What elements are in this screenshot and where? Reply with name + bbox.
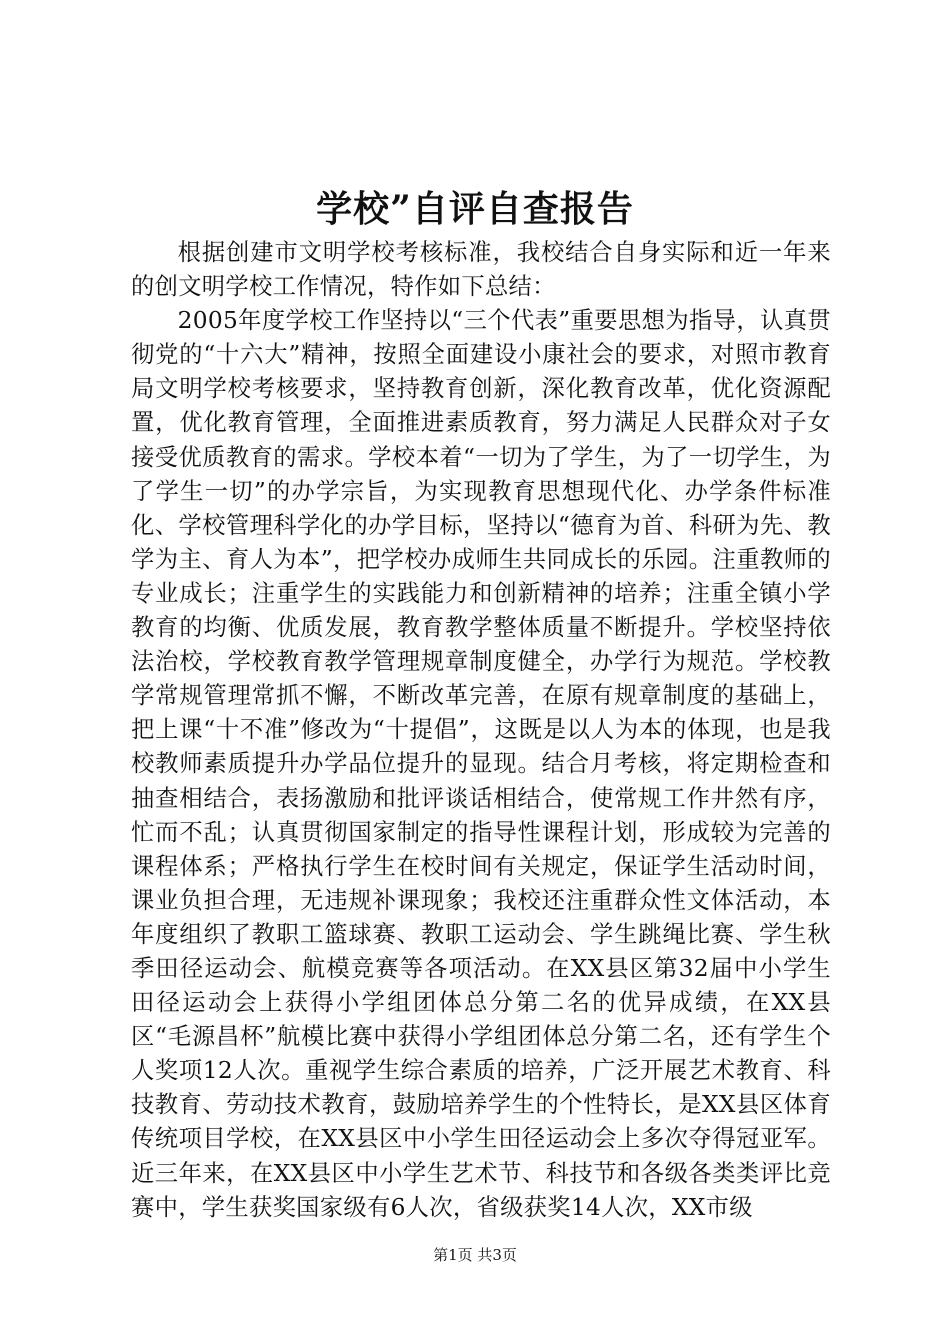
- paragraph-intro: 根据创建市文明学校考核标准，我校结合自身实际和近一年来的创文明学校工作情况，特作如下总结：: [131, 239, 831, 301]
- document-title: 学校”自评自查报告: [316, 188, 634, 230]
- page-number-footer: 第1页 共3页: [433, 1246, 517, 1264]
- paragraph-main: 2005年度学校工作坚持以“三个代表”重要思想为指导，认真贯彻党的“十六大”精神，按照全面建设小康社会的要求，对照市教育局文明学校考核要求，坚持教育创新，深化教育改革，优化资源配置，优化教育管理，全面推进素质教育，努力满足人民群众对子女接受优质教育的需求。学校本着“一切为了学生，为了一切学生，为了学生一切”的办学宗旨，为实现教育思想现代化、办学条件标准化、学校管理科学化的办学目标，坚持以“德育为首、科研为先、教学为主、育人为本”，把学校办成师生共同成长的乐园。注重教师的专业成长；注重学生的实践能力和创新精神的培养；注重全镇小学教育的均衡、优质发展，教育教学整体质量不断提升。学校坚持依法治校，学校教育教学管理规章制度健全，办学行为规范。学校教学常规管理常抓不懈，不断改革完善，在原有规章制度的基础上，把上课“十不准”修改为“十提倡”，这既是以人为本的体现，也是我校教师素质提升办学品位提升的显现。结合月考核，将定期检查和抽查相结合，表扬激励和批评谈话相结合，使常规工作井然有序，忙而不乱；认真贯彻国家制定的指导性课程计划，形成较为完善的课程体系；严格执行学生在校时间有关规定，保证学生活动时间，课业负担合理，无违规补课现象；我校还注重群众性文体活动，本年度组织了教职工篮球赛、教职工运动会、学生跳绳比赛、学生秋季田径运动会、航模竞赛等各项活动。在XX县区第32届中小学生田径运动会上获得小学组团体总分第二名的优异成绩，在XX县区“毛源昌杯”航模比赛中获得小学组团体总分第二名，还有学生个人奖项12人次。重视学生综合素质的培养，广泛开展艺术教育、科技教育、劳动技术教育，鼓励培养学生的个性特长，是XX县区体育传统项目学校，在XX县区中小学生田径运动会上多次夺得冠亚军。近三年来，在XX县区中小学生艺术节、科技节和各级各类类评比竞赛中，学生获奖国家级有6人次，省级获奖14人次，XX市级: [131, 307, 831, 1221]
- document-body: [131, 236, 831, 1225]
